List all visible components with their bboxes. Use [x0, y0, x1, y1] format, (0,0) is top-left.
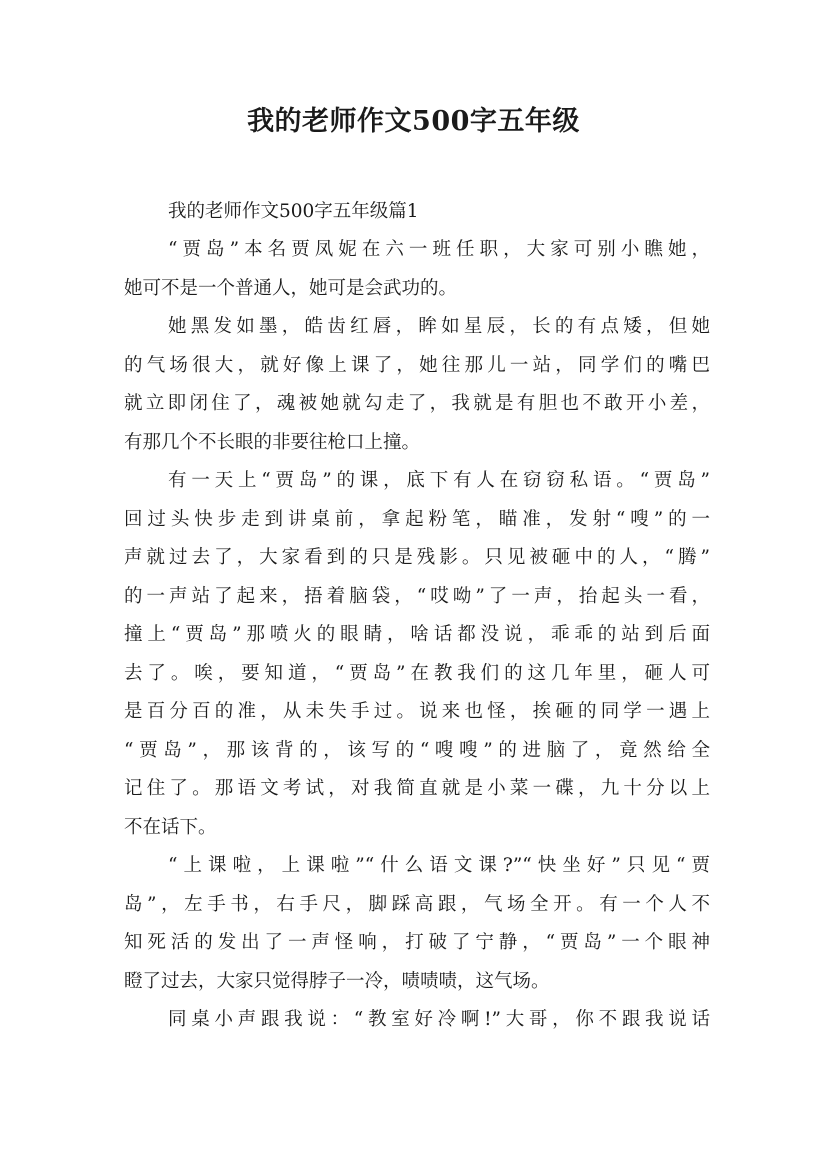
paragraph-line: 岛”，左手书，右手尺，脚踩高跟，气场全开。有一个人不 [124, 893, 710, 915]
paragraph-line: 同桌小声跟我说：“教室好冷啊!”大哥，你不跟我说话 [168, 1009, 710, 1030]
paragraph-line: “贾岛”，那该背的，该写的“嗖嗖”的进脑了，竟然给全 [124, 739, 710, 761]
paragraph-line: 瞪了过去，大家只觉得脖子一冷，啧啧啧，这气场。 [124, 970, 550, 992]
paragraph-3 [124, 462, 710, 847]
paragraph-2 [124, 308, 710, 462]
paragraph-line: 是百分百的准，从未失手过。说来也怪，挨砸的同学一遇上 [124, 701, 710, 722]
document-body [124, 193, 710, 1040]
paragraph-line: 她可不是一个普通人，她可是会武功的。 [124, 277, 458, 299]
paragraph-line: 知死活的发出了一声怪响，打破了宁静，“贾岛”一个眼神 [124, 932, 710, 953]
section-heading: 我的老师作文500字五年级篇1 [168, 201, 419, 222]
paragraph-line: 的气场很大，就好像上课了，她往那儿一站，同学们的嘴巴 [124, 354, 710, 376]
paragraph-line: 撞上“贾岛”那喷火的眼睛，啥话都没说，乖乖的站到后面 [124, 624, 710, 645]
paragraph-line: 回过头快步走到讲桌前，拿起粉笔，瞄准，发射“嗖”的一 [124, 508, 710, 530]
paragraph-line: 不在话下。 [124, 816, 217, 838]
paragraph-1 [124, 231, 710, 308]
paragraph-line: 有一天上“贾岛”的课，底下有人在窃窃私语。“贾岛” [168, 470, 710, 491]
paragraph-line: 的一声站了起来，捂着脑袋，“哎呦”了一声，抬起头一看， [124, 585, 710, 607]
paragraph-line: 声就过去了，大家看到的只是残影。只见被砸中的人，“腾” [124, 547, 710, 568]
paragraph-line: 就立即闭住了，魂被她就勾走了，我就是有胆也不敢开小差， [124, 393, 710, 414]
paragraph-line: 去了。唉，要知道，“贾岛”在教我们的这几年里，砸人可 [124, 662, 710, 684]
paragraph-4 [124, 847, 710, 1001]
paragraph-line: 她黑发如墨，皓齿红唇，眸如星辰，长的有点矮，但她 [168, 316, 710, 337]
paragraph-5 [124, 1001, 710, 1040]
paragraph-line: “上课啦，上课啦”“什么语文课?”“快坐好”只见“贾 [168, 855, 710, 876]
paragraph-line: 有那几个不长眼的非要往枪口上撞。 [124, 431, 421, 453]
paragraph-line: “贾岛”本名贾凤妮在六一班任职，大家可别小瞧她， [168, 239, 710, 260]
paragraph-line: 记住了。那语文考试，对我简直就是小菜一碟，九十分以上 [124, 778, 710, 799]
document-title: 我的老师作文500字五年级 [247, 106, 580, 137]
